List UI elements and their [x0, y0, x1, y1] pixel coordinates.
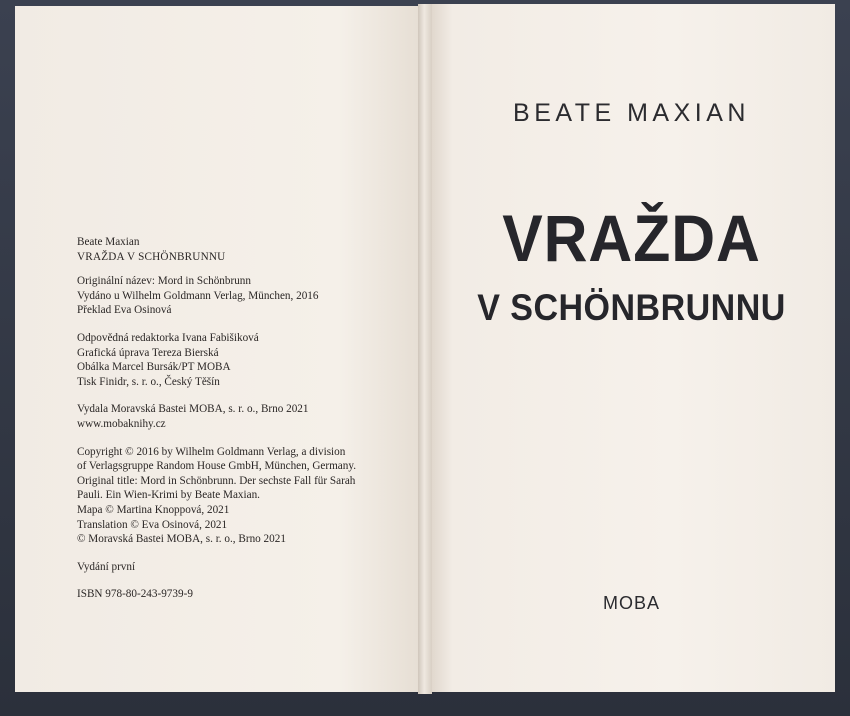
- title-page-publisher: MOBA: [602, 593, 660, 613]
- imprint-text: [77, 235, 377, 615]
- imprint-line: Original title: Mord in Schönbrunn. Der sechste Fall für Sarah: [77, 474, 356, 487]
- imprint-line: © Moravská Bastei MOBA, s. r. o., Brno 2021: [77, 533, 286, 546]
- imprint-line: Překlad Eva Osinová: [77, 304, 172, 317]
- imprint-publisher: [77, 402, 377, 431]
- imprint-line: Odpovědná redaktorka Ivana Fabišiková: [77, 331, 259, 344]
- imprint-line: Pauli. Ein Wien-Krimi by Beate Maxian.: [77, 489, 260, 502]
- imprint-isbn: ISBN 978-80-243-9739-9: [77, 588, 193, 601]
- imprint-author: Beate Maxian: [77, 236, 140, 248]
- imprint-line: Mapa © Martina Knoppová, 2021: [77, 503, 230, 516]
- imprint-line: www.mobaknihy.cz: [77, 417, 166, 430]
- imprint-heading: [77, 235, 377, 264]
- imprint-edition-block: [77, 560, 377, 575]
- imprint-line: Tisk Finidr, s. r. o., Český Těšín: [77, 375, 220, 388]
- imprint-line: Originální název: Mord in Schönbrunn: [77, 275, 251, 288]
- imprint-isbn-block: [77, 587, 377, 602]
- imprint-line: Copyright © 2016 by Wilhelm Goldmann Verlag, a division: [77, 445, 346, 458]
- imprint-line: Vydáno u Wilhelm Goldmann Verlag, München, 2016: [77, 289, 319, 302]
- imprint-copyright: [77, 445, 377, 547]
- imprint-original: [77, 274, 377, 318]
- imprint-edition: Vydání první: [77, 560, 136, 573]
- title-page-title: VRAŽDA: [502, 201, 761, 275]
- imprint-title: VRAŽDA V SCHÖNBRUNNU: [77, 250, 226, 263]
- imprint-line: Vydala Moravská Bastei MOBA, s. r. o., Brno 2021: [77, 403, 309, 416]
- title-page-author: BEATE MAXIAN: [513, 99, 750, 127]
- imprint-line: Obálka Marcel Bursák/PT MOBA: [77, 361, 231, 374]
- imprint-credits: [77, 331, 377, 389]
- imprint-line: Grafická úprava Tereza Bierská: [77, 346, 219, 359]
- imprint-line: of Verlagsgruppe Random House GmbH, München, Germany.: [77, 460, 357, 473]
- title-page-subtitle: V SCHÖNBRUNNU: [477, 287, 786, 328]
- imprint-line: Translation © Eva Osinová, 2021: [77, 518, 228, 531]
